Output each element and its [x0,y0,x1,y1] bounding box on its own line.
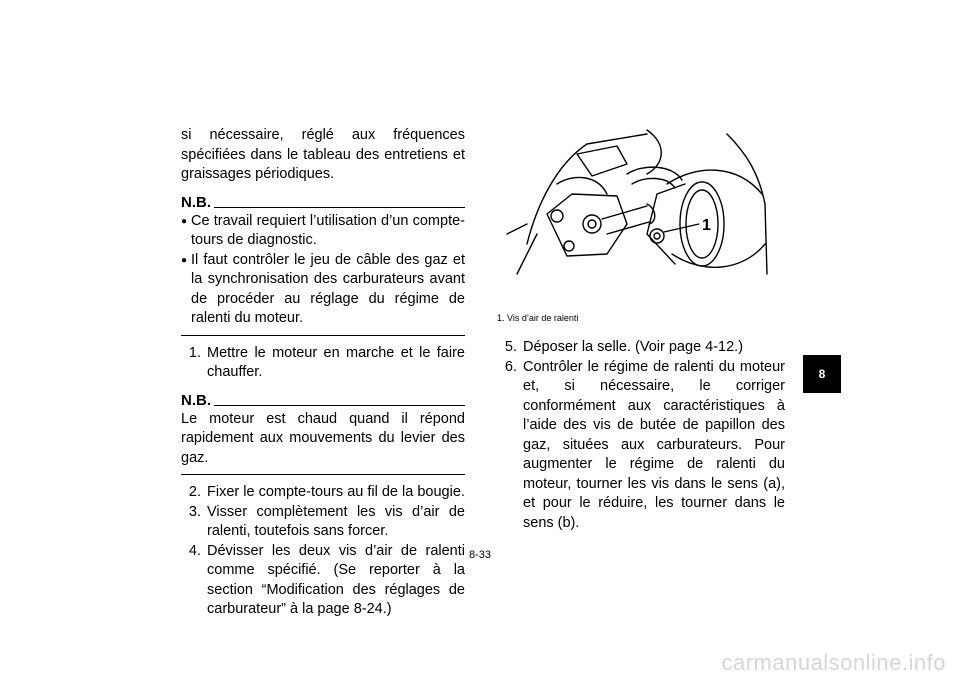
watermark: carmanualsonline.info [721,650,946,675]
nb-end-rule [181,335,465,336]
chapter-tab: 8 [803,355,841,393]
intro-paragraph: si nécessaire, réglé aux fréquences spécifiées dans le tableau des entretiens et graissages périodiques. [181,127,465,182]
page-number: 8-33 [468,549,492,561]
nb-text: Le moteur est chaud quand il répond rapidement aux mouvements du levier des gaz. [181,410,465,466]
callout-number: 1 [702,217,711,234]
bullet-icon: ● [181,254,188,266]
left-column [181,126,465,620]
carburetor-illustration [497,124,785,284]
nb-heading-2 [181,392,465,410]
nb-bullet: ● Ce travail requiert l’utilisation d’un compte-tours de diagnostic. [181,212,465,251]
nb-label: N.B. [181,193,211,211]
step-item: 2. Fixer le compte-tours au fil de la bougie. [188,484,465,500]
step-item: 6. Contrôler le régime de ralenti du moteur et, si nécessaire, le corriger conformément aux caractéristiques à l’aide des vis de butée de papillon des gaz, situées aux carburateurs. Pour augmenter le régime de ralenti du moteur, tourner les vis dans le sens (a), et pour le réduire, les tourner dans le sens (b). [504,358,785,531]
nb-end-rule [181,474,465,475]
nb-rule [214,405,465,406]
nb-heading-1 [181,194,465,212]
step-item: 5. Déposer la selle. (Voir page 4-12.) [504,339,744,355]
bullet-icon: ● [181,215,188,227]
steps-right [497,338,785,533]
step-item: 4. Dévisser les deux vis d’air de ralenti comme spécifié. (Se reporter à la section “Modification des réglages de carburateur” à la page 8-24.) [188,542,465,617]
nb-rule [214,207,465,208]
nb-bullet: ● Il faut contrôler le jeu de câble des gaz et la synchronisation des carburateurs avant de procéder au réglage du régime de ralenti du moteur. [181,251,465,329]
step-item: 3. Visser complètement les vis d’air de ralenti, toutefois sans forcer. [188,503,465,539]
step-item: 1. Mettre le moteur en marche et le faire chauffer. [188,344,465,380]
figure-caption: 1. Vis d’air de ralenti [497,313,579,323]
right-column [497,126,785,533]
nb-label: N.B. [181,391,211,409]
